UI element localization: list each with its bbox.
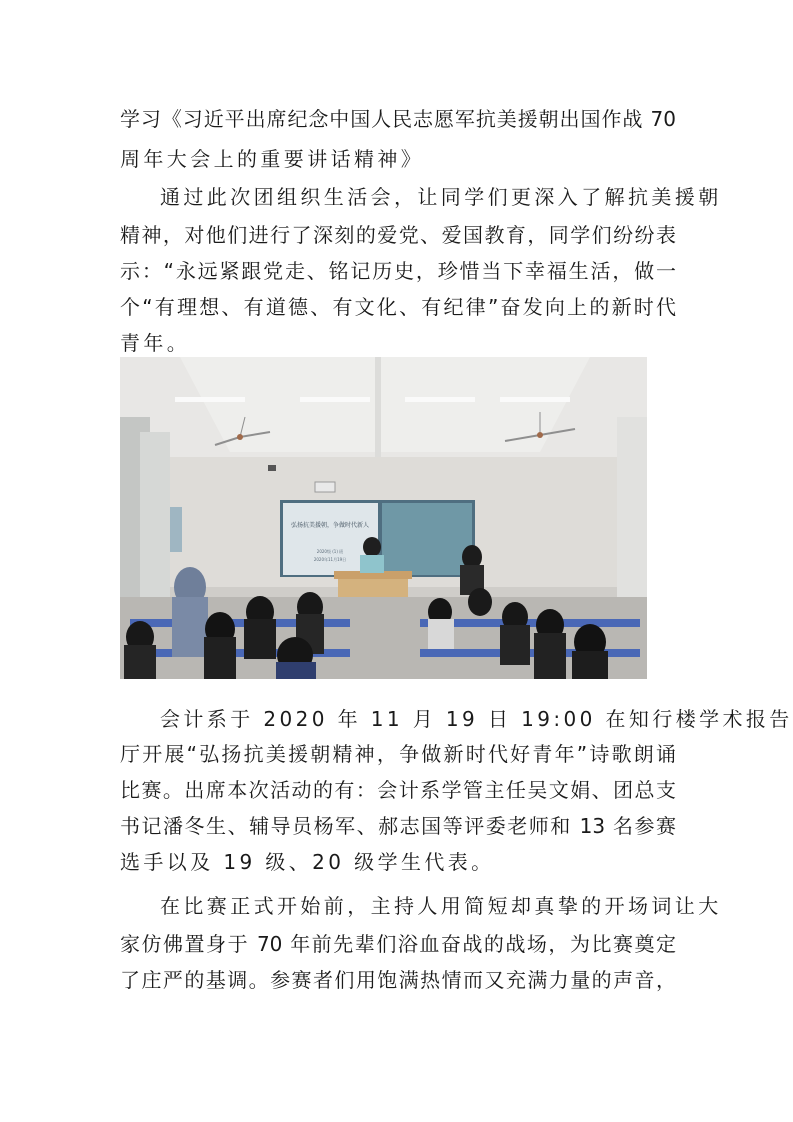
screen-subtitle: 2020级 (1) 班 (316, 549, 344, 554)
text-line: 选手以及 19 级、20 级学生代表。 (120, 850, 495, 874)
text-line: 家仿佛置身于 70 年前先辈们浴血奋战的战场，为比赛奠定 (120, 932, 676, 956)
classroom-photo (120, 357, 647, 679)
text-line: 个“有理想、有道德、有文化、有纪律”奋发向上的新时代 (120, 295, 676, 319)
text-line: 示：“永远紧跟党走、铭记历史，珍惜当下幸福生活，做一 (120, 259, 676, 283)
text-line: 青年。 (120, 331, 191, 355)
text-line: 了庄严的基调。参赛者们用饱满热情而又充满力量的声音， (120, 968, 676, 992)
text-line: 学习《习近平出席纪念中国人民志愿军抗美援朝出国作战 70 (120, 107, 676, 131)
text-line: 在比赛正式开始前，主持人用简短却真挚的开场词让大 (160, 894, 722, 918)
screen-title: 弘扬抗美援朝，争做时代新人 (290, 522, 370, 529)
text-line: 厅开展“弘扬抗美援朝精神，争做新时代好青年”诗歌朗诵 (120, 742, 676, 766)
text-line: 周年大会上的重要讲话精神》 (120, 147, 425, 171)
text-line: 书记潘冬生、辅导员杨军、郝志国等评委老师和 13 名参赛 (120, 814, 676, 838)
text-line: 比赛。出席本次活动的有：会计系学管主任吴文娟、团总支 (120, 778, 676, 802)
screen-date: 2020年11月19日 (313, 557, 347, 562)
text-line: 会计系于 2020 年 11 月 19 日 19:00 在知行楼学术报告 (160, 707, 793, 731)
text-line: 通过此次团组织生活会，让同学们更深入了解抗美援朝 (160, 185, 722, 209)
text-line: 精神，对他们进行了深刻的爱党、爱国教育，同学们纷纷表 (120, 223, 676, 247)
